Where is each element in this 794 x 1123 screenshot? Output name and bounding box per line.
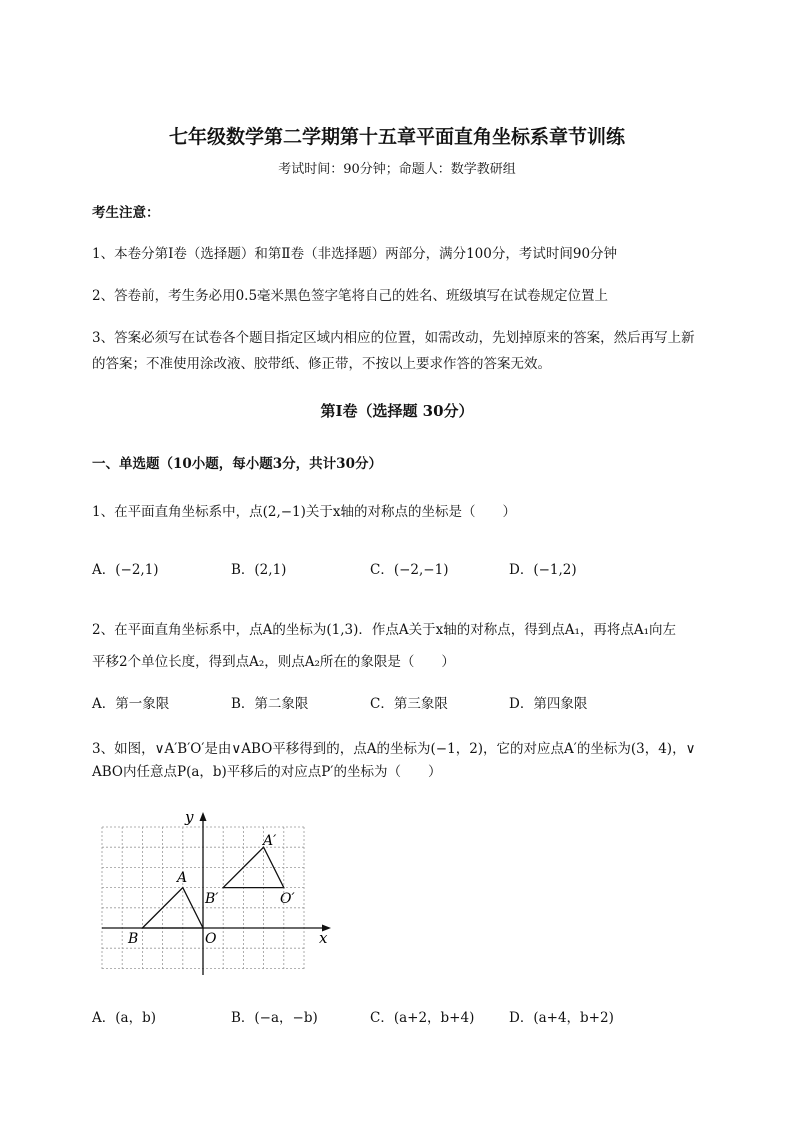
notice-item: 2、答卷前，考生务必用0.5毫米黑色签字笔将自己的姓名、班级填写在试卷规定位置上 (92, 288, 609, 304)
option-b[interactable]: B．(−a，−b) (231, 1010, 318, 1026)
option-d[interactable]: D．第四象限 (509, 696, 588, 712)
section-title: 第Ⅰ卷（选择题 30分） (320, 402, 474, 420)
point-o-prime-label: O′ (280, 891, 295, 907)
point-a-prime-label: A′ (263, 833, 277, 849)
notice-item: 的答案；不准使用涂改液、胶带纸、修正带，不按以上要求作答的答案无效。 (92, 356, 551, 372)
option-a[interactable]: A．第一象限 (92, 696, 170, 712)
notice-item: 3、答案必须写在试卷各个题目指定区域内相应的位置，如需改动，先划掉原来的答案，然后再写上新 (92, 330, 695, 346)
option-a[interactable]: A．(a，b) (92, 1010, 156, 1026)
question-2-stem: 平移2个单位长度，得到点A₂，则点A₂所在的象限是（ ） (92, 654, 455, 670)
notice-item: 1、本卷分第Ⅰ卷（选择题）和第Ⅱ卷（非选择题）两部分，满分100分，考试时间90分钟 (92, 246, 618, 262)
option-b[interactable]: B．(2,1) (231, 562, 287, 578)
option-c[interactable]: C．第三象限 (370, 696, 448, 712)
coordinate-figure (92, 805, 352, 980)
point-b-label: B (128, 931, 139, 947)
exam-info: 考试时间：90分钟；命题人：数学教研组 (278, 162, 516, 177)
point-a-label: A (177, 870, 188, 886)
option-d[interactable]: D．(−1,2) (509, 562, 577, 578)
question-2-stem: 2、在平面直角坐标系中，点A的坐标为(1,3)．作点A关于x轴的对称点，得到点A₁，再将点A₁向左 (92, 622, 677, 638)
option-a[interactable]: A．(−2,1) (92, 562, 159, 578)
option-c[interactable]: C．(−2,−1) (370, 562, 449, 578)
notice-heading: 考生注意： (92, 205, 160, 221)
option-d[interactable]: D．(a+4，b+2) (509, 1010, 614, 1026)
axis-x-label: x (319, 929, 328, 947)
question-1-stem: 1、在平面直角坐标系中，点(2,−1)关于x轴的对称点的坐标是（ ） (92, 504, 517, 520)
question-3-stem: ABO内任意点P(a，b)平移后的对应点P′的坐标为（ ） (92, 764, 442, 780)
option-c[interactable]: C．(a+2，b+4) (370, 1010, 475, 1026)
page-title: 七年级数学第二学期第十五章平面直角坐标系章节训练 (168, 126, 625, 148)
point-b-prime-label: B′ (205, 891, 219, 907)
part-heading: 一、单选题（10小题，每小题3分，共计30分） (92, 456, 382, 472)
axis-y-label: y (185, 808, 194, 826)
question-3-stem: 3、如图，∨A′B′O′是由∨ABO平移得到的，点A的坐标为(−1，2)，它的对应点A′的坐标为(3，4)，∨ (92, 741, 696, 757)
option-b[interactable]: B．第二象限 (231, 696, 309, 712)
origin-label: O (205, 931, 217, 947)
